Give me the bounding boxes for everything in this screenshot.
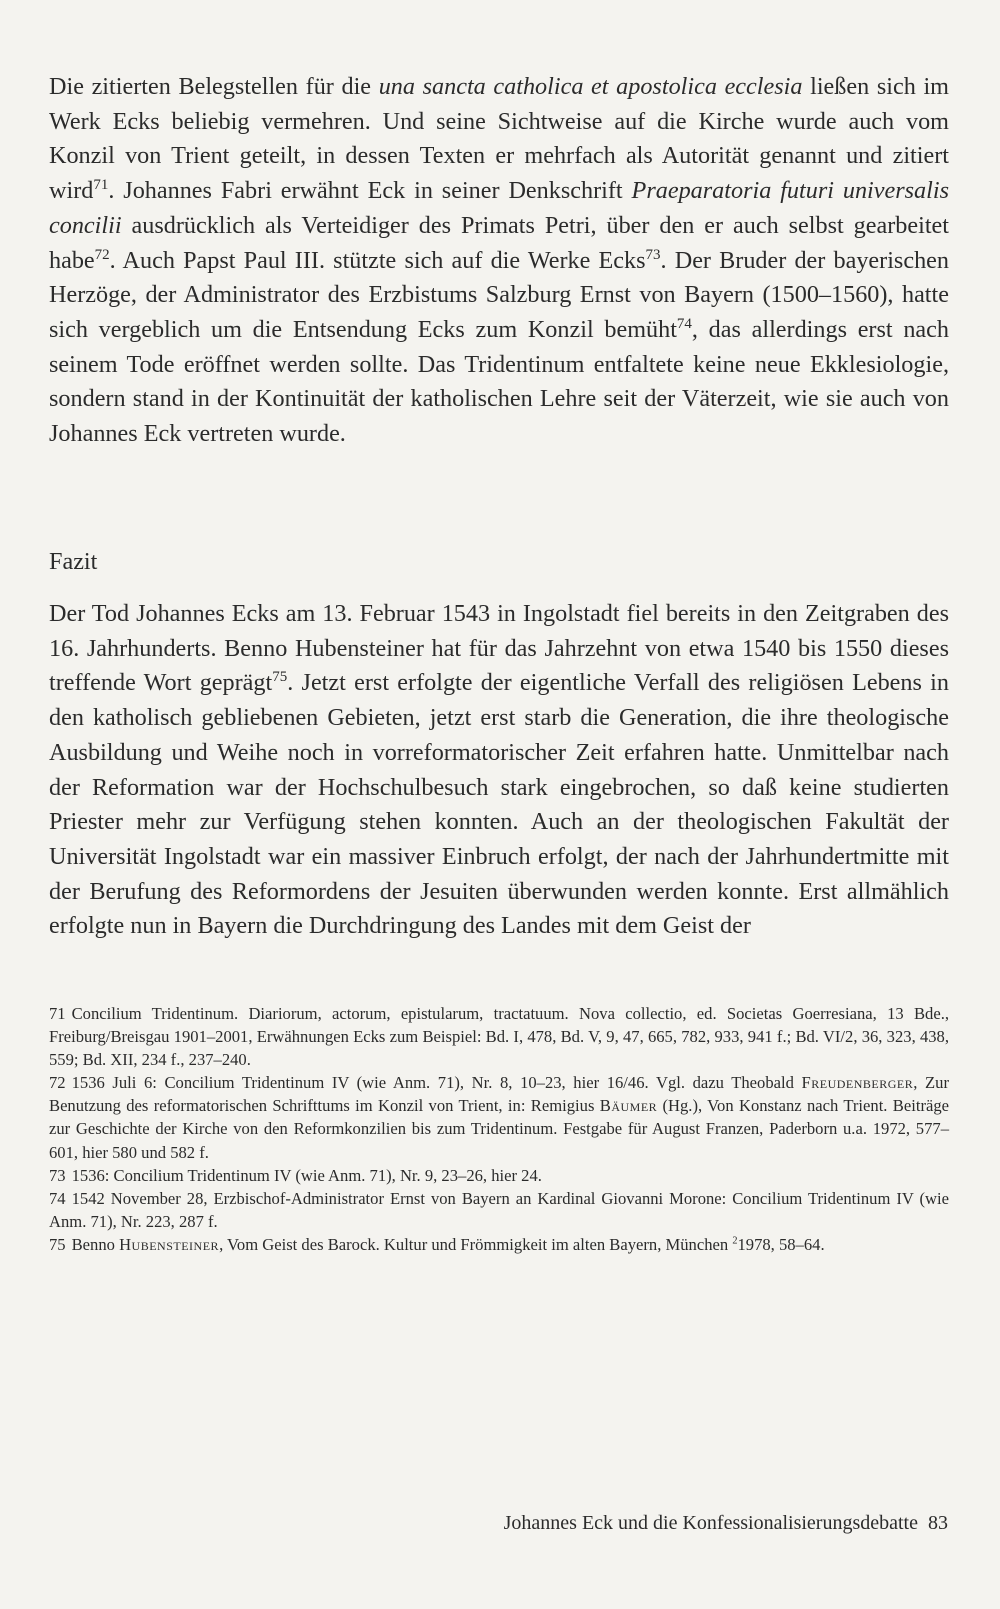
footnote-number: 72 [49, 1073, 66, 1093]
footnote-ref-72: 72 [94, 246, 110, 263]
footnote-72: 72 1536 Juli 6: Concilium Tridentinum IV (wie Anm. 71), Nr. 8, 10–23, hier 16/46. Vgl. dazu Theobald Freudenberger, Zur Benutzung des reformatorischen Schrifttums im Konzil von Trient, in: Remigius Bäumer (Hg.), Von Konstanz nach Trient. Beiträge zur Geschichte der Kirche von den Reformkonzilien bis zum Tridentinum. Festgabe für August Franzen, Paderborn u.a. 1972, 577–601, hier 580 und 582 f. [49, 1073, 950, 1162]
footnote-75: 75 Benno Hubensteiner, Vom Geist des Barock. Kultur und Frömmigkeit im alten Bayern, München $^2$1978, 58–64. [49, 1234, 825, 1254]
running-footer [504, 1510, 948, 1536]
footnote-74: 74 1542 November 28, Erzbischof-Administrator Ernst von Bayern an Kardinal Giovanni Morone: Concilium Tridentinum IV (wie Anm. 71), Nr. 223, 287 f. [49, 1188, 949, 1231]
author-name: Hubensteiner [119, 1234, 220, 1254]
section-heading: Fazit [49, 548, 98, 575]
footnote-73: 73 1536: Concilium Tridentinum IV (wie Anm. 71), Nr. 9, 23–26, hier 24. [49, 1165, 542, 1185]
italic-work-title: Praeparatoria futuri universalis concilii [49, 177, 950, 239]
footnote-number: 73 [49, 1165, 66, 1185]
footnote-71: 71 Concilium Tridentinum. Diariorum, actorum, epistularum, tractatuum. Nova collectio, ed. Societas Goerresiana, 13 Bde., Freiburg/Breisgau 1901–2001, Erwähnungen Ecks zum Beispiel: Bd. I, 478, Bd. V, 9, 47, 665, 782, 933, 941 f.; Bd. VI/2, 36, 323, 438, 559; Bd. XII, 234 f., 237–240. [49, 1004, 949, 1070]
footnote-ref-75: 75 [272, 669, 288, 686]
page-number: 83 [928, 1512, 948, 1534]
italic-latin-phrase: una sancta catholica et apostolica ecclesia [378, 73, 803, 100]
running-title: Johannes Eck und die Konfessionalisierungsdebatte [503, 1512, 918, 1534]
main-text-block [49, 70, 949, 452]
paragraph-conclusion: Der Tod Johannes Ecks am 13. Februar 1543 in Ingolstadt fiel bereits in den Zeitgraben des 16. Jahrhunderts. Benno Hubensteiner hat für das Jahrzehnt von etwa 1540 bis 1550 dieses treffende Wort geprägt$^{75}$. Jetzt erst erfolgte der eigentliche Verfall des religiösen Lebens in den katholisch gebliebenen Gebieten, jetzt erst starb die Generation, die ihre theologische Ausbildung und Weihe noch in vorreformatorischer Zeit erfahren hatte. Unmittelbar nach der Reformation war der Hochschulbesuch stark eingebrochen, so daß keine studierten Priester mehr zur Verfügung stehen konnten. Auch an der theologischen Fakultät der Universität Ingolstadt war ein massiver Einbruch erfolgt, der nach der Jahrhundertmitte mit der Berufung des Reformordens der Jesuiten überwunden werden konnte. Erst allmählich erfolgte nun in Bayern die Durchdringung des Landes mit dem Geist der [49, 600, 949, 940]
author-name: Freudenberger [801, 1073, 914, 1093]
footnote-ref-74: 74 [676, 315, 692, 332]
footnote-number: 75 [49, 1234, 66, 1254]
conclusion-text-block [49, 597, 949, 944]
footnote-number: 74 [49, 1188, 66, 1208]
footnote-number: 71 [49, 1004, 66, 1023]
footnotes-block [49, 1002, 949, 1256]
paragraph-eck-church-view: Die zitierten Belegstellen für die una sancta catholica et apostolica ecclesia ließen sich im Werk Ecks beliebig vermehren. Und seine Sichtweise auf die Kirche wurde auch vom Konzil von Trient geteilt, in dessen Texten er mehrfach als Autorität genannt und zitiert wird$^{71}$. Johannes Fabri erwähnt Eck in seiner Denkschrift Praeparatoria futuri universalis concilii ausdrücklich als Verteidiger des Primats Petri, über den er auch selbst gearbeitet habe$^{72}$. Auch Papst Paul III. stützte sich auf die Werke Ecks$^{73}$. Der Bruder der bayerischen Herzöge, der Administrator des Erzbistums Salzburg Ernst von Bayern (1500–1560), hatte sich vergeblich um die Entsendung Ecks zum Konzil bemüht$^{74}$, das allerdings erst nach seinem Tode eröffnet werden sollte. Das Tridentinum entfaltete keine neue Ekklesiologie, sondern stand in der Kontinuität der katholischen Lehre seit der Väterzeit, wie sie auch von Johannes Eck vertreten wurde. [49, 73, 950, 448]
author-name: Bäumer [599, 1096, 658, 1116]
edition-superscript: 2 [732, 1235, 738, 1247]
footnote-ref-71: 71 [93, 177, 109, 194]
footnote-ref-73: 73 [645, 246, 661, 263]
